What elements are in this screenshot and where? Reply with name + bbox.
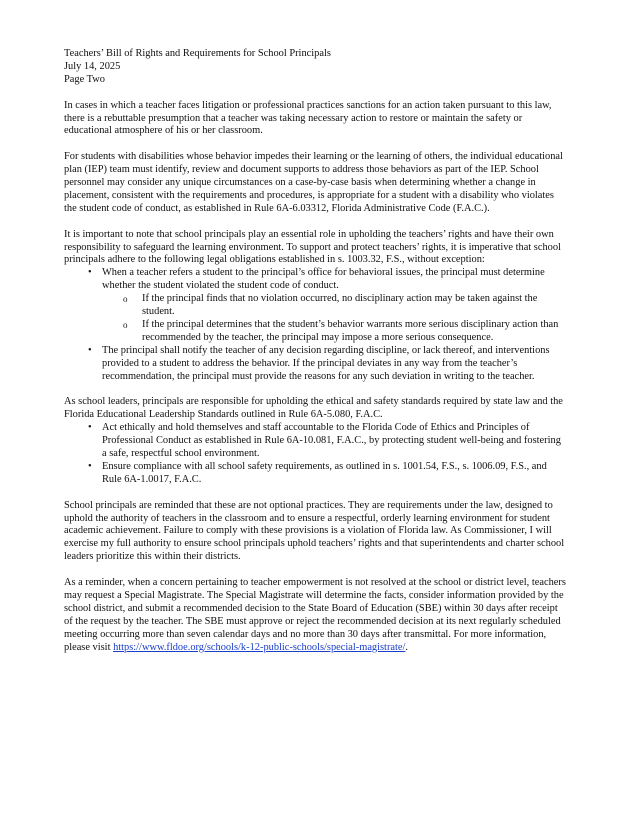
paragraph-disabilities: For students with disabilities whose behavior impedes their learning or the learning of others, the individual educational plan (IEP) team must identify, review and document supports to address those behaviors as part of the IEP. School personnel may consider any unique circumstances on a case-by-case basis when determining whether a change in placement, consistent with the requirements and procedures, is appropriate for a student with a disability who violates the student code of conduct, as established in Rule 6A-6.03312, Florida Administrative Code (F.A.C.). (64, 151, 563, 214)
letter-header (64, 48, 568, 87)
sub-bullet-icon: o (123, 319, 128, 330)
sub-list-item-text: If the principal determines that the student’s behavior warrants more serious disciplinary action than recommended by the teacher, the principal may impose a more serious consequence. (142, 318, 559, 343)
sub-list (102, 293, 568, 345)
list-item (64, 461, 568, 487)
paragraph-principals-role: It is important to note that school principals play an essential role in upholding the teachers’ rights and have their own responsibility to safeguard the learning environment. To support and protect teachers’ rights, it is imperative that school principals adhere to the following legal obligations established in s. 1003.32, F.S., without exception: (64, 228, 561, 266)
list-item-text: Act ethically and hold themselves and staff accountable to the Florida Code of Ethics and Principles of Professional Conduct as established in Rule 6A-10.081, F.A.C., by protecting student well-being and fostering a safe, respectful school environment. (102, 422, 561, 460)
bullet-icon: • (88, 422, 92, 434)
sub-list-item (102, 293, 568, 319)
header-date: July 14, 2025 (64, 60, 121, 72)
sub-bullet-icon: o (123, 294, 128, 305)
header-page-number: Page Two (64, 73, 105, 85)
link-period: . (405, 641, 409, 653)
sub-list-item (102, 319, 568, 345)
paragraph-school-leaders: As school leaders, principals are responsible for upholding the ethical and safety standards required by state law and the Florida Educational Leadership Standards outlined in Rule 6A-5.080, F.A.C. (64, 396, 563, 421)
special-magistrate-link[interactable]: https://www.fldoe.org/schools/k-12-public-schools/special-magistrate/ (113, 641, 406, 653)
sub-list-item-text: If the principal finds that no violation occurred, no disciplinary action may be taken against the student. (142, 293, 538, 318)
list-item (64, 422, 568, 461)
list-item-text: The principal shall notify the teacher of any decision regarding discipline, or lack thereof, and interventions provided to a student to address the behavior. If the principal deviates in any way from the teacher’s recommendation, the principal must provide the reasons for any such deviation in writing to the teacher. (102, 344, 550, 382)
bullet-icon: • (88, 344, 92, 356)
list-item-text: When a teacher refers a student to the principal’s office for behavioral issues, the principal must determine whether the student violated the student code of conduct. (102, 267, 545, 292)
paragraph-special-magistrate (64, 577, 568, 654)
special-magistrate-text: As a reminder, when a concern pertaining to teacher empowerment is not resolved at the school or district level, teachers may request a Special Magistrate. The Special Magistrate will determine the facts, consider information provided by the school district, and submit a recommended decision to the State Board of Education (SBE) within 30 days after receipt of the request by the teacher. The SBE must approve or reject the recommended decision at its next regularly scheduled meeting occurring more than seven calendar days and no more than 30 days after transmittal. For more information, please visit (64, 577, 566, 653)
paragraph-requirements: School principals are reminded that these are not optional practices. They are requirements under the law, designed to uphold the authority of teachers in the classroom and to ensure a respectful, orderly learning environment for student academic achievement. Failure to comply with these provisions is a violation of Florida law. As Commissioner, I will exercise my full authority to ensure school principals uphold teachers’ rights and that superintendents and charter school leaders prioritize this within their districts. (64, 499, 565, 563)
list-item-text: Ensure compliance with all school safety requirements, as outlined in s. 1001.54, F.S., s. 1006.09, F.S., and Rule 6A-1.0017, F.A.C. (102, 460, 547, 485)
list-item (64, 267, 568, 344)
legal-obligations-list (64, 267, 568, 383)
header-title: Teachers’ Bill of Rights and Requirements for School Principals (64, 48, 331, 59)
paragraph-litigation: In cases in which a teacher faces litigation or professional practices sanctions for an action taken pursuant to this law, there is a rebuttable presumption that a teacher was taking necessary action to restore or maintain the safety or educational atmosphere of his or her classroom. (64, 99, 552, 137)
standards-list (64, 422, 568, 487)
bullet-icon: • (88, 460, 92, 472)
list-item (64, 345, 568, 384)
bullet-icon: • (88, 267, 92, 279)
